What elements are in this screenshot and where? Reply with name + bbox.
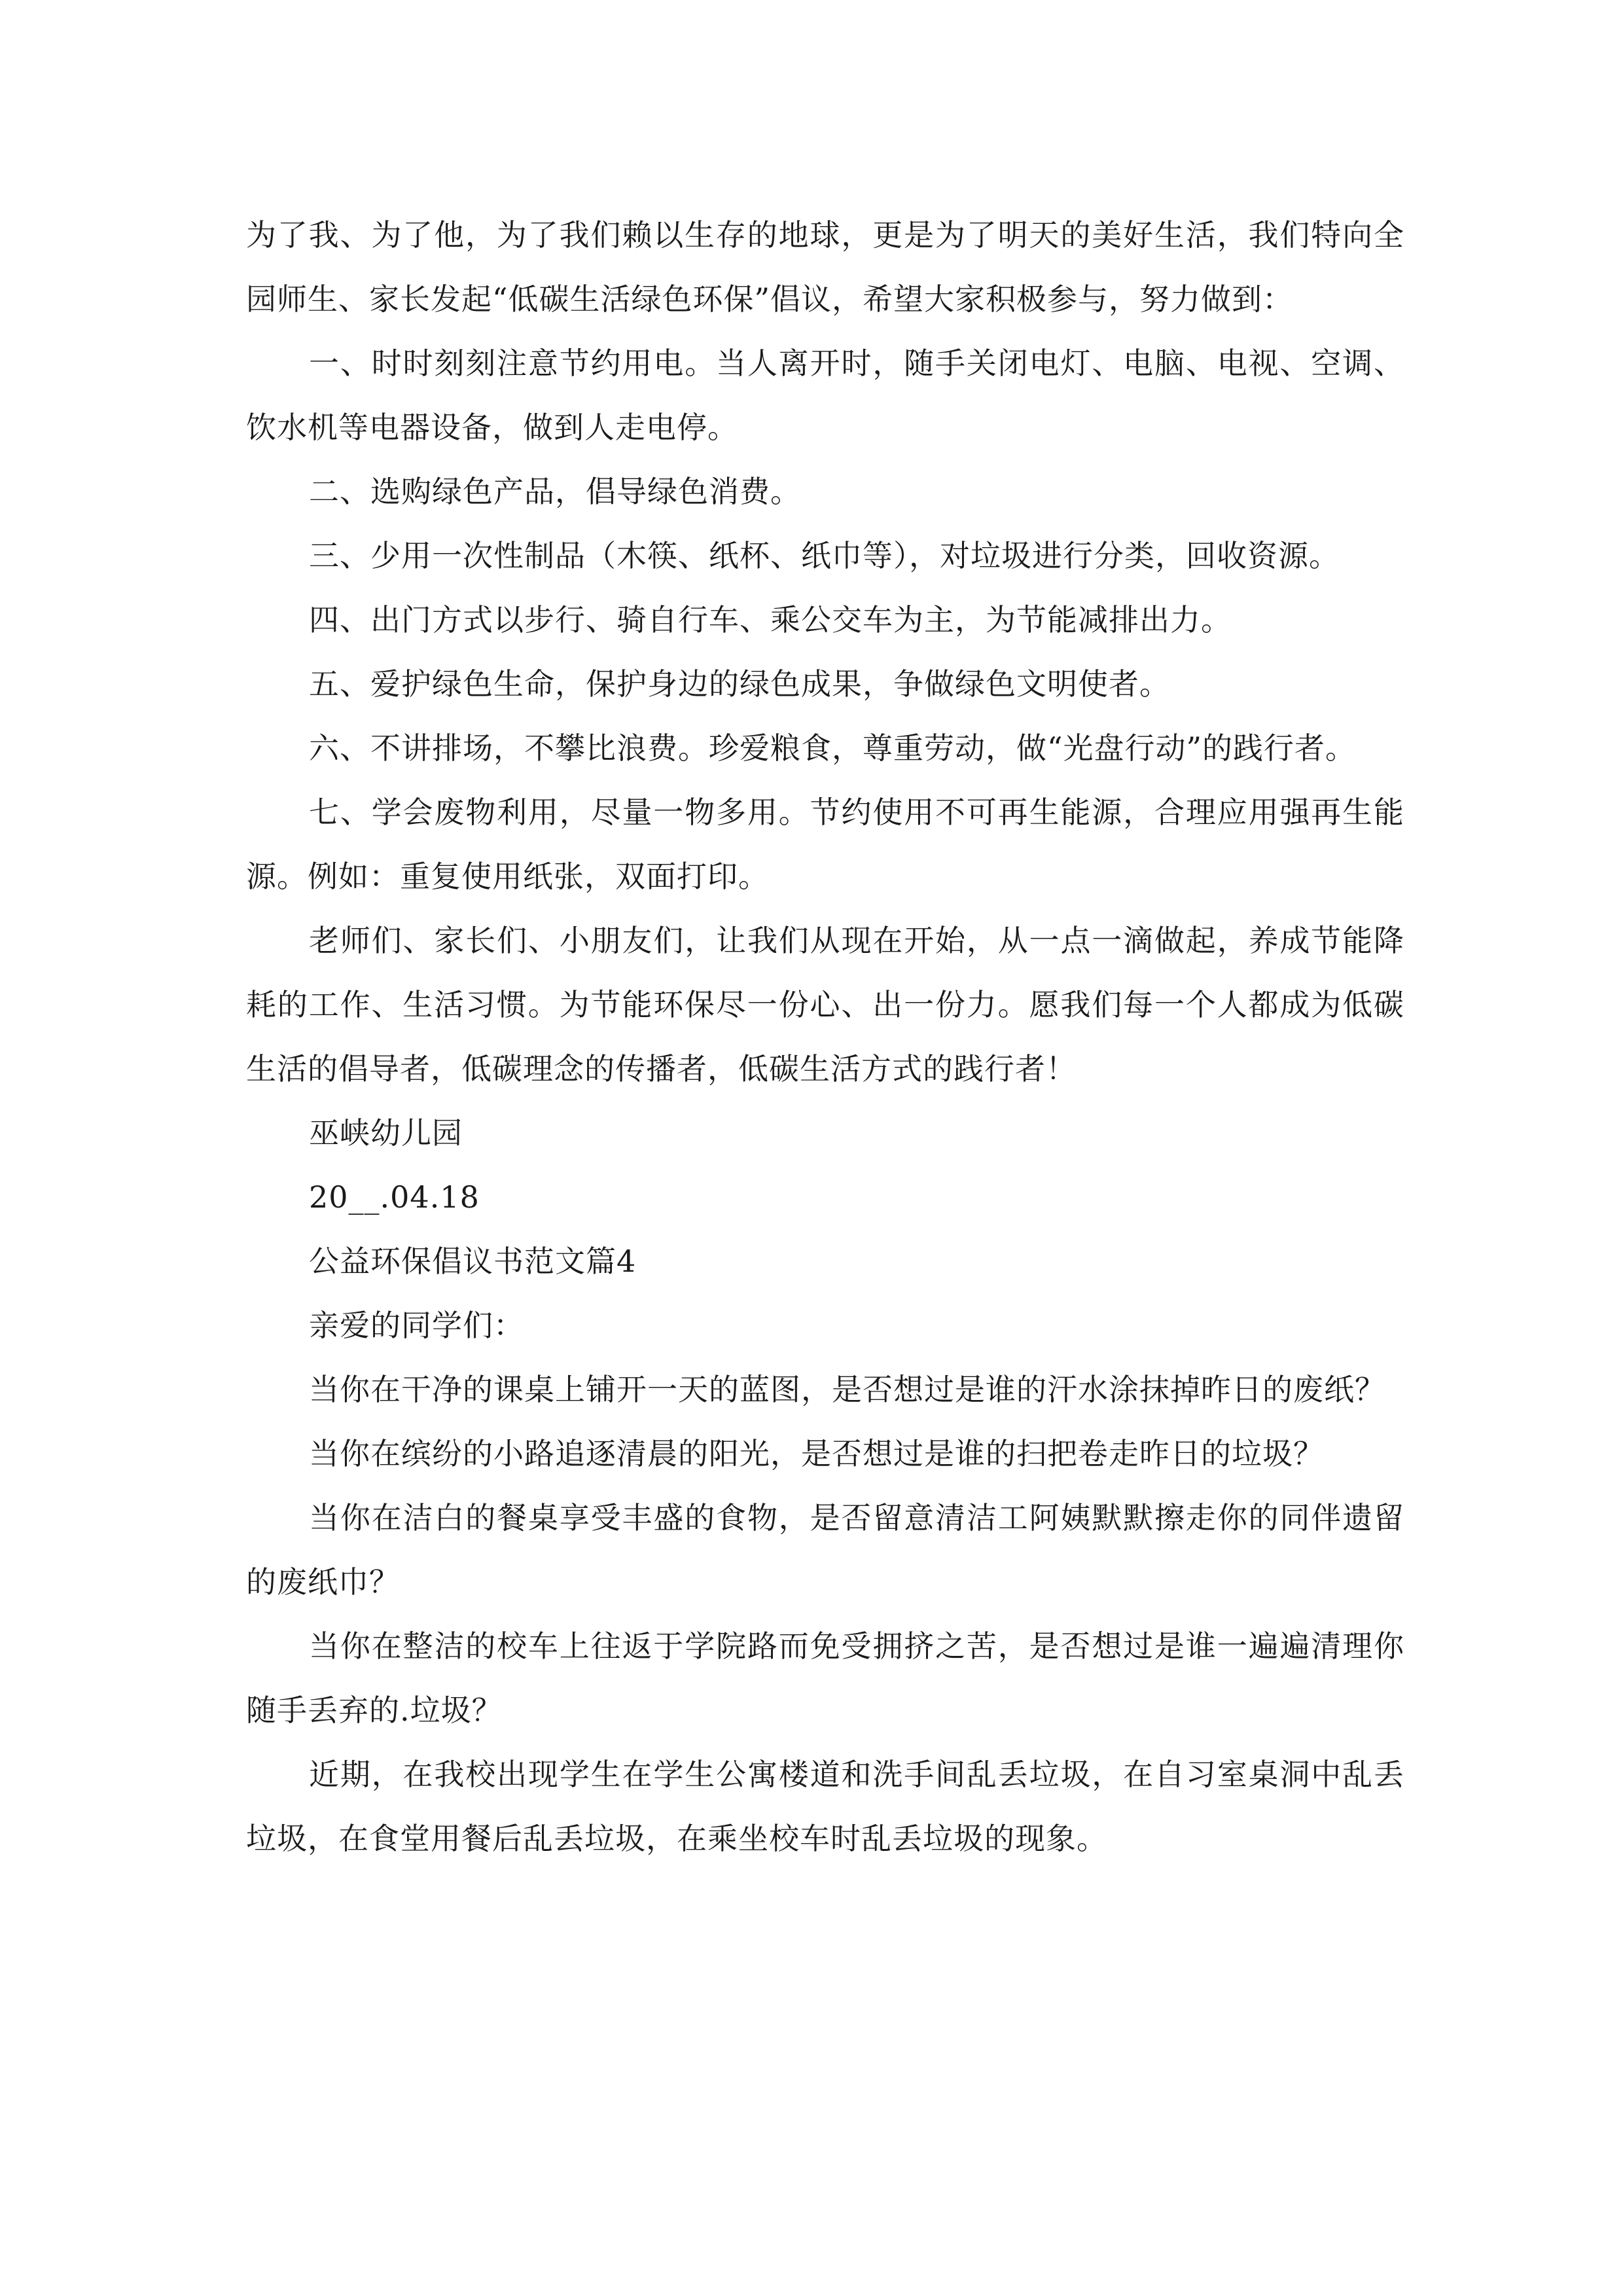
recent-situation-paragraph: 近期，在我校出现学生在学生公寓楼道和洗手间乱丢垃圾，在自习室桌洞中乱丢垃圾，在食堂用餐后乱丢垃圾，在乘坐校车时乱丢垃圾的现象。 <box>246 1757 1404 1856</box>
proposal-item-4: 四、出门方式以步行、骑自行车、乘公交车为主，为节能减排出力。 <box>309 602 1232 637</box>
proposal-item-5: 五、爱护绿色生命，保护身边的绿色成果，争做绿色文明使者。 <box>309 666 1170 702</box>
proposal-item-7: 七、学会废物利用，尽量一物多用。节约使用不可再生能源，合理应用强再生能源。例如：重复使用纸张，双面打印。 <box>246 795 1404 894</box>
question-paragraph-3: 当你在洁白的餐桌享受丰盛的食物，是否留意清洁工阿姨默默擦走你的同伴遗留的废纸巾？ <box>246 1500 1404 1600</box>
document-body <box>246 203 1404 1871</box>
proposal-item-1: 一、时时刻刻注意节约用电。当人离开时，随手关闭电灯、电脑、电视、空调、饮水机等电器设备，做到人走电停。 <box>246 346 1404 445</box>
section-heading: 公益环保倡议书范文篇4 <box>309 1244 637 1279</box>
proposal-item-2: 二、选购绿色产品，倡导绿色消费。 <box>309 474 801 509</box>
proposal-item-3: 三、少用一次性制品（木筷、纸杯、纸巾等），对垃圾进行分类，回收资源。 <box>309 538 1340 573</box>
question-paragraph-2: 当你在缤纷的小路追逐清晨的阳光，是否想过是谁的扫把卷走昨日的垃圾？ <box>309 1436 1324 1471</box>
proposal-item-6: 六、不讲排场，不攀比浪费。珍爱粮食，尊重劳动，做“光盘行动”的践行者。 <box>309 730 1357 766</box>
closing-paragraph: 老师们、家长们、小朋友们，让我们从现在开始，从一点一滴做起，养成节能降耗的工作、生活习惯。为节能环保尽一份心、出一份力。愿我们每一个人都成为低碳生活的倡导者，低碳理念的传播者，低碳生活方式的践行者！ <box>246 923 1404 1086</box>
date-line: 20__.04.18 <box>309 1179 480 1215</box>
salutation-line: 亲爱的同学们： <box>309 1308 524 1343</box>
question-paragraph-4: 当你在整洁的校车上往返于学院路而免受拥挤之苦，是否想过是谁一遍遍清理你随手丢弃的.垃圾？ <box>246 1628 1404 1728</box>
intro-paragraph: 为了我、为了他，为了我们赖以生存的地球，更是为了明天的美好生活，我们特向全园师生、家长发起“低碳生活绿色环保”倡议，希望大家积极参与，努力做到： <box>246 217 1404 317</box>
question-paragraph-1: 当你在干净的课桌上铺开一天的蓝图，是否想过是谁的汗水涂抹掉昨日的废纸？ <box>309 1372 1385 1407</box>
signature-line: 巫峡幼儿园 <box>309 1115 463 1151</box>
